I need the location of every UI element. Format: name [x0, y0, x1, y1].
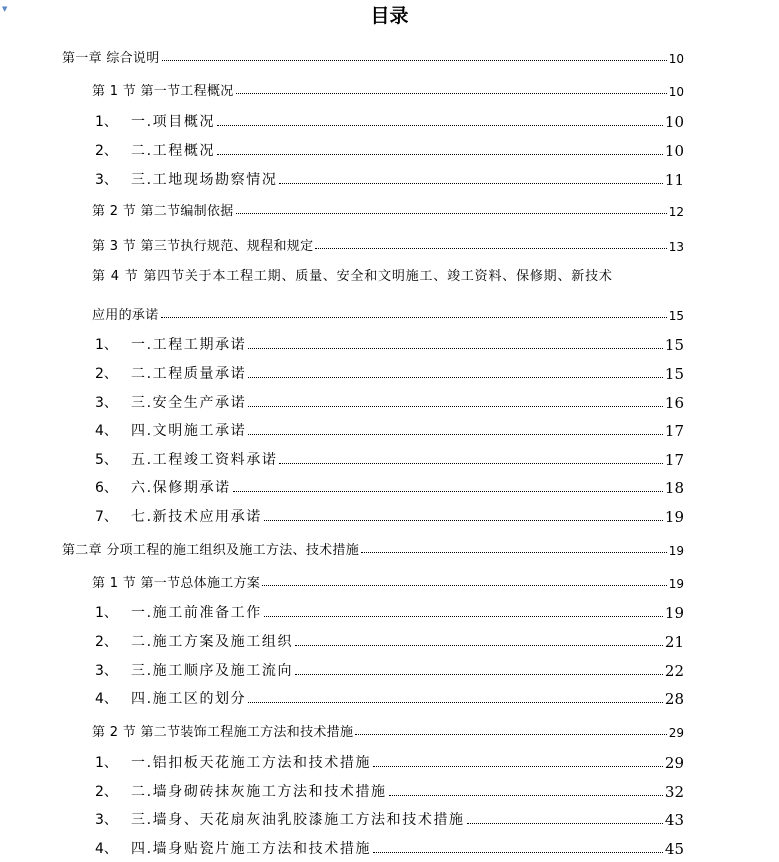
- toc-entry-label: 应用的承诺: [92, 308, 159, 323]
- toc-item-entry[interactable]: [95, 475, 684, 497]
- toc-entry-page: 19: [664, 604, 684, 622]
- toc-entry-label: 二.工程质量承诺: [131, 366, 247, 382]
- toc-section-label-line1[interactable]: 第 4 节 第四节关于本工程工期、质量、安全和文明施工、竣工资料、保修期、新技术: [92, 269, 613, 284]
- toc-entry-page: 29: [668, 726, 684, 740]
- toc-title: 目录: [370, 5, 409, 27]
- toc-item-entry[interactable]: [95, 332, 684, 354]
- toc-section-entry[interactable]: [92, 569, 684, 591]
- toc-entry-label: 一.项目概况: [131, 114, 216, 130]
- toc-entry-label: 第一章 综合说明: [62, 51, 160, 66]
- toc-entry-page: 18: [664, 479, 684, 497]
- dot-leader: [264, 520, 663, 521]
- toc-entry-label-wrap: [95, 392, 246, 412]
- dot-leader: [248, 702, 663, 703]
- toc-entry-page: 16: [664, 394, 684, 412]
- toc-entry-number: 3、: [95, 663, 118, 679]
- toc-entry-page: 43: [664, 811, 684, 829]
- dot-leader: [248, 348, 663, 349]
- dot-leader: [373, 852, 663, 853]
- toc-entry-label-wrap: [95, 477, 231, 497]
- toc-entry-label: 五.工程竣工资料承诺: [131, 452, 278, 468]
- toc-entry-page: 29: [664, 754, 684, 772]
- toc-entry-label-wrap: [95, 781, 387, 801]
- toc-entry-label: 一.施工前准备工作: [131, 605, 262, 621]
- toc-item-entry[interactable]: [95, 686, 684, 708]
- toc-entry-page: 22: [664, 662, 684, 680]
- toc-section-entry[interactable]: [92, 718, 684, 740]
- toc-entry-page: 15: [664, 336, 684, 354]
- toc-entry-label: 四.文明施工承诺: [131, 423, 247, 439]
- toc-entry-page: 10: [668, 52, 684, 66]
- toc-entry-number: 2、: [95, 634, 118, 650]
- toc-entry-label: 二.施工方案及施工组织: [131, 634, 294, 650]
- dot-leader: [295, 645, 663, 646]
- toc-entry-page: 12: [668, 205, 684, 219]
- toc-entry-label: 三.安全生产承诺: [131, 395, 247, 411]
- toc-entry-label-wrap: [95, 140, 215, 160]
- dot-leader: [315, 248, 666, 249]
- toc-entry-number: 1、: [95, 337, 118, 353]
- toc-entry-label: 六.保修期承诺: [131, 480, 231, 496]
- toc-entry-label: 第 3 节 第三节执行规范、规程和规定: [92, 239, 314, 254]
- toc-entry-label: 四.施工区的划分: [131, 691, 247, 707]
- dot-leader: [361, 552, 667, 553]
- toc-entry-label: 二.墙身砌砖抹灰施工方法和技术措施: [131, 784, 387, 800]
- toc-section-entry[interactable]: [92, 301, 684, 323]
- toc-entry-number: 3、: [95, 172, 118, 188]
- dot-leader: [236, 213, 667, 214]
- toc-entry-number: 4、: [95, 841, 118, 857]
- toc-item-entry[interactable]: [95, 629, 684, 651]
- toc-item-entry[interactable]: [95, 390, 684, 412]
- toc-entry-label-wrap: [95, 752, 371, 772]
- toc-entry-label-wrap: [95, 420, 246, 440]
- corner-mark-icon: ▼: [2, 5, 8, 13]
- toc-entry-page: 19: [668, 577, 684, 591]
- dot-leader: [467, 823, 663, 824]
- dot-leader: [161, 317, 667, 318]
- toc-entry-label-wrap: [95, 631, 293, 651]
- toc-entry-label: 第二章 分项工程的施工组织及施工方法、技术措施: [62, 543, 360, 558]
- toc-entry-number: 2、: [95, 143, 118, 159]
- toc-chapter-entry[interactable]: [62, 536, 684, 558]
- dot-leader: [389, 795, 663, 796]
- dot-leader: [248, 406, 663, 407]
- toc-section-entry[interactable]: [92, 197, 684, 219]
- toc-entry-label: 三.施工顺序及施工流向: [131, 663, 294, 679]
- toc-entry-label-wrap: [95, 449, 277, 469]
- dot-leader: [236, 93, 667, 94]
- toc-entry-label: 一.工程工期承诺: [131, 337, 247, 353]
- toc-item-entry[interactable]: [95, 836, 684, 858]
- toc-entry-number: 3、: [95, 395, 118, 411]
- toc-entry-number: 6、: [95, 480, 118, 496]
- toc-entry-label-wrap: [95, 660, 293, 680]
- toc-item-entry[interactable]: [95, 418, 684, 440]
- dot-leader: [373, 766, 663, 767]
- toc-entry-number: 2、: [95, 784, 118, 800]
- toc-item-entry[interactable]: [95, 138, 684, 160]
- toc-entry-label: 第 2 节 第二节编制依据: [92, 204, 234, 219]
- toc-item-entry[interactable]: [95, 504, 684, 526]
- toc-section-entry[interactable]: [92, 232, 684, 254]
- toc-entry-label: 二.工程概况: [131, 143, 216, 159]
- toc-item-entry[interactable]: [95, 600, 684, 622]
- dot-leader: [248, 434, 663, 435]
- toc-entry-page: 11: [664, 171, 684, 189]
- toc-item-entry[interactable]: [95, 750, 684, 772]
- toc-entry-label-wrap: [95, 506, 262, 526]
- toc-entry-page: 13: [668, 240, 684, 254]
- toc-entry-page: 17: [664, 451, 684, 469]
- toc-entry-label-wrap: [95, 809, 465, 829]
- toc-entry-page: 19: [668, 544, 684, 558]
- toc-item-entry[interactable]: [95, 779, 684, 801]
- toc-entry-page: 21: [664, 633, 684, 651]
- toc-entry-label: 第 1 节 第一节总体施工方案: [92, 576, 261, 591]
- toc-entry-page: 19: [664, 508, 684, 526]
- dot-leader: [264, 616, 663, 617]
- toc-entry-page: 15: [664, 365, 684, 383]
- toc-entry-label-wrap: [95, 688, 246, 708]
- dot-leader: [217, 154, 663, 155]
- toc-entry-label-wrap: [95, 602, 262, 622]
- toc-entry-label-wrap: [95, 169, 277, 189]
- toc-item-entry[interactable]: [95, 658, 684, 680]
- toc-entry-number: 7、: [95, 509, 118, 525]
- dot-leader: [217, 125, 663, 126]
- toc-item-entry[interactable]: [95, 807, 684, 829]
- dot-leader: [248, 377, 663, 378]
- toc-entry-number: 1、: [95, 605, 118, 621]
- toc-item-entry[interactable]: [95, 361, 684, 383]
- toc-section-entry[interactable]: [92, 77, 684, 99]
- toc-entry-number: 1、: [95, 755, 118, 771]
- toc-entry-page: 32: [664, 783, 684, 801]
- toc-chapter-entry[interactable]: [62, 44, 684, 66]
- toc-entry-label: 三.墙身、天花扇灰油乳胶漆施工方法和技术措施: [131, 812, 465, 828]
- dot-leader: [262, 585, 667, 586]
- toc-entry-number: 2、: [95, 366, 118, 382]
- toc-entry-label-wrap: [95, 111, 215, 131]
- toc-item-entry[interactable]: [95, 447, 684, 469]
- toc-entry-label-wrap: [95, 838, 371, 858]
- toc-entry-page: 15: [668, 309, 684, 323]
- toc-entry-number: 3、: [95, 812, 118, 828]
- dot-leader: [355, 734, 666, 735]
- toc-entry-number: 4、: [95, 691, 118, 707]
- toc-entry-label: 第 2 节 第二节装饰工程施工方法和技术措施: [92, 725, 354, 740]
- toc-entry-page: 10: [664, 113, 684, 131]
- toc-entry-label-wrap: [95, 334, 246, 354]
- toc-entry-page: 17: [664, 422, 684, 440]
- toc-entry-label: 第 1 节 第一节工程概况: [92, 84, 234, 99]
- toc-entry-label: 一.铝扣板天花施工方法和技术措施: [131, 755, 372, 771]
- toc-entry-page: 10: [668, 85, 684, 99]
- toc-item-entry[interactable]: [95, 167, 684, 189]
- dot-leader: [162, 60, 667, 61]
- toc-entry-label: 四.墙身贴瓷片施工方法和技术措施: [131, 841, 372, 857]
- toc-entry-number: 5、: [95, 452, 118, 468]
- toc-entry-page: 45: [664, 840, 684, 858]
- toc-entry-page: 28: [664, 690, 684, 708]
- toc-entry-label: 三.工地现场勘察情况: [131, 172, 278, 188]
- dot-leader: [233, 491, 663, 492]
- dot-leader: [295, 674, 663, 675]
- toc-entry-page: 10: [664, 142, 684, 160]
- dot-leader: [279, 463, 662, 464]
- toc-entry-number: 4、: [95, 423, 118, 439]
- dot-leader: [279, 183, 662, 184]
- toc-entry-number: 1、: [95, 114, 118, 130]
- toc-entry-label-wrap: [95, 363, 246, 383]
- toc-entry-label: 七.新技术应用承诺: [131, 509, 262, 525]
- toc-item-entry[interactable]: [95, 109, 684, 131]
